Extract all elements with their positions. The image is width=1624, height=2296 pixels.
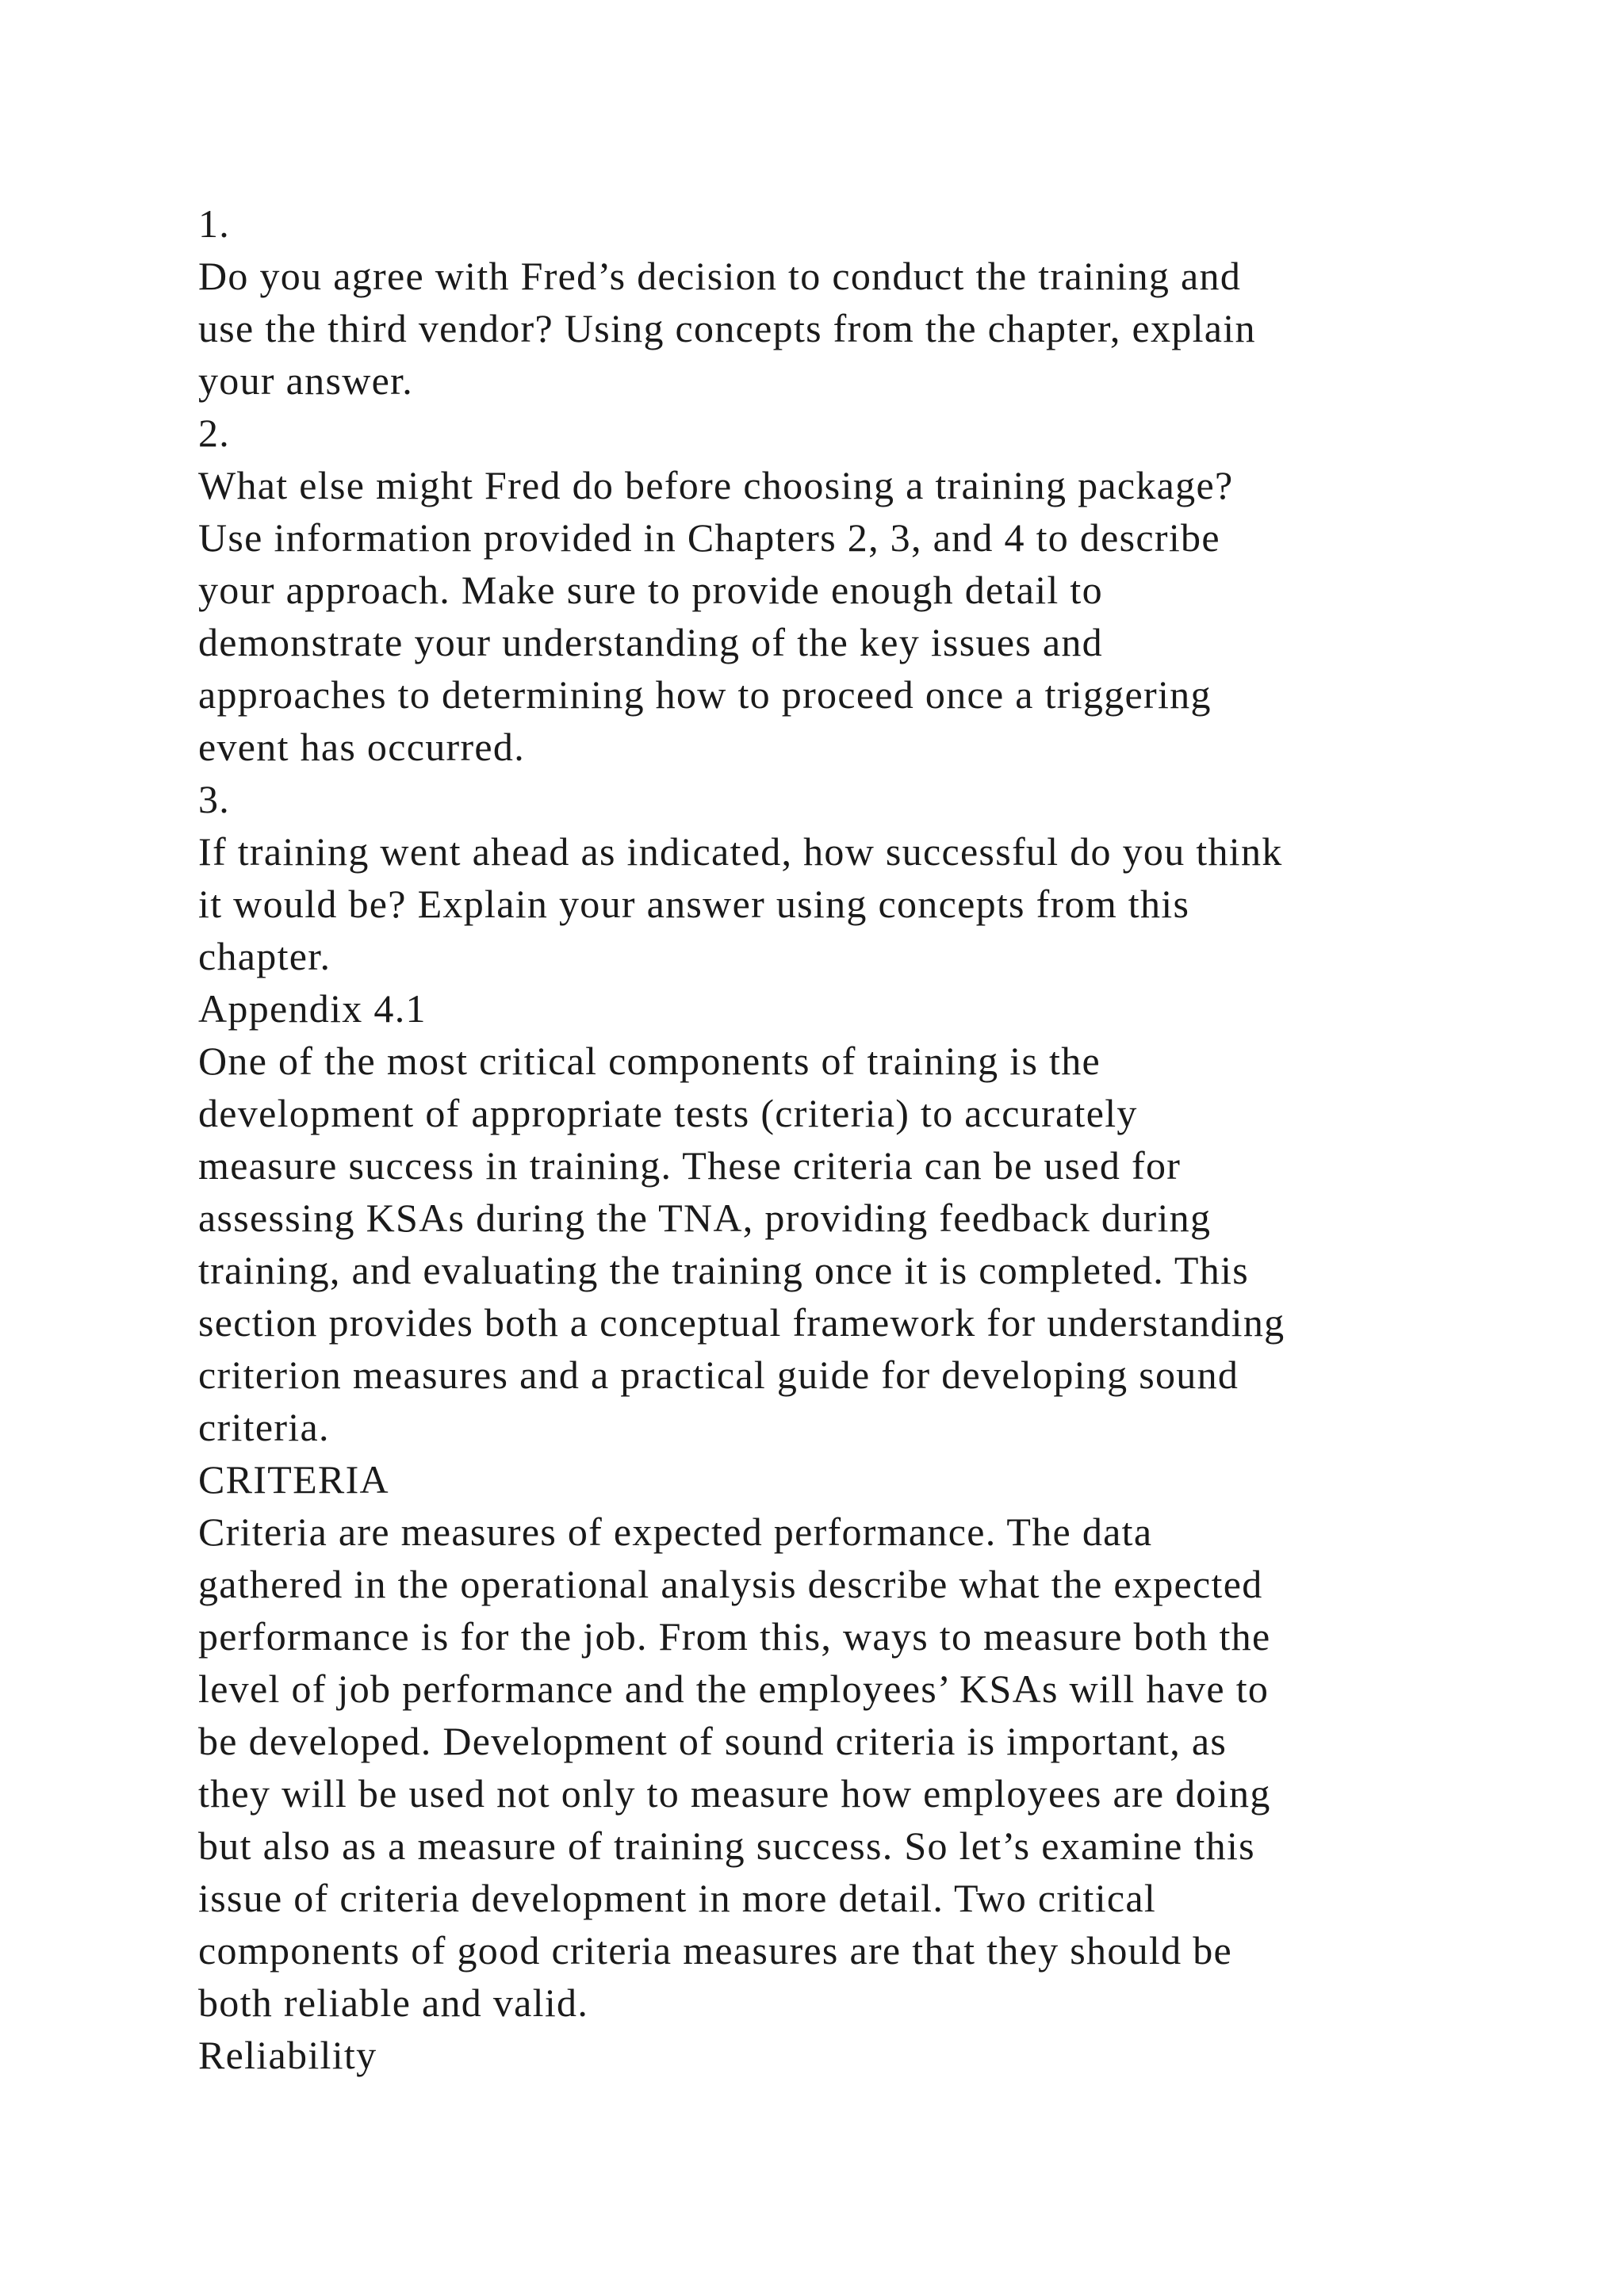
criteria-paragraph-line: both reliable and valid. [198,1980,589,2025]
criteria-paragraph-line: gathered in the operational analysis describe what the expected [198,1562,1263,1606]
criteria-heading: CRITERIA [198,1457,389,1502]
question-2-text-line: What else might Fred do before choosing a training package? [198,463,1234,507]
criteria-paragraph-line: be developed. Development of sound criteria is important, as [198,1719,1228,1763]
appendix-paragraph-line: development of appropriate tests (criteria) to accurately [198,1091,1138,1135]
question-2-text-line: your approach. Make sure to provide enough detail to [198,568,1103,612]
question-number-2: 2. [198,411,231,455]
criteria-paragraph-line: components of good criteria measures are that they should be [198,1928,1233,1973]
appendix-paragraph-line: section provides both a conceptual framework for understanding [198,1300,1285,1345]
criteria-paragraph-line: but also as a measure of training success. So let’s examine this [198,1823,1255,1868]
reliability-heading: Reliability [198,2033,377,2077]
question-number-1: 1. [198,201,231,246]
question-2-text-line: event has occurred. [198,725,526,769]
question-3-text-line: chapter. [198,934,331,978]
appendix-paragraph-line: One of the most critical components of training is the [198,1039,1101,1083]
document-body [198,197,1499,2081]
question-1-text-line: use the third vendor? Using concepts from the chapter, explain [198,306,1256,350]
question-2-text-line: Use information provided in Chapters 2, 3, and 4 to describe [198,515,1220,560]
appendix-paragraph-line: measure success in training. These criteria can be used for [198,1143,1182,1188]
criteria-paragraph-line: they will be used not only to measure how employees are doing [198,1771,1271,1816]
question-3-text-line: If training went ahead as indicated, how successful do you think [198,829,1283,874]
appendix-paragraph-line: criteria. [198,1405,330,1449]
question-1-text-line: Do you agree with Fred’s decision to conduct the training and [198,254,1242,298]
question-2-text-line: demonstrate your understanding of the key issues and [198,620,1103,664]
question-3-text-line: it would be? Explain your answer using concepts from this [198,882,1190,926]
appendix-paragraph-line: training, and evaluating the training once it is completed. This [198,1248,1250,1292]
appendix-paragraph-line: assessing KSAs during the TNA, providing feedback during [198,1196,1212,1240]
question-2-text-line: approaches to determining how to proceed once a triggering [198,672,1212,717]
question-number-3: 3. [198,777,231,821]
appendix-paragraph-line: criterion measures and a practical guide for developing sound [198,1353,1239,1397]
criteria-paragraph-line: issue of criteria development in more detail. Two critical [198,1876,1157,1920]
question-1-text-line: your answer. [198,358,414,403]
criteria-paragraph-line: Criteria are measures of expected performance. The data [198,1510,1153,1554]
criteria-paragraph-line: level of job performance and the employees’ KSAs will have to [198,1667,1270,1711]
criteria-paragraph-line: performance is for the job. From this, ways to measure both the [198,1614,1271,1659]
appendix-heading: Appendix 4.1 [198,986,427,1031]
